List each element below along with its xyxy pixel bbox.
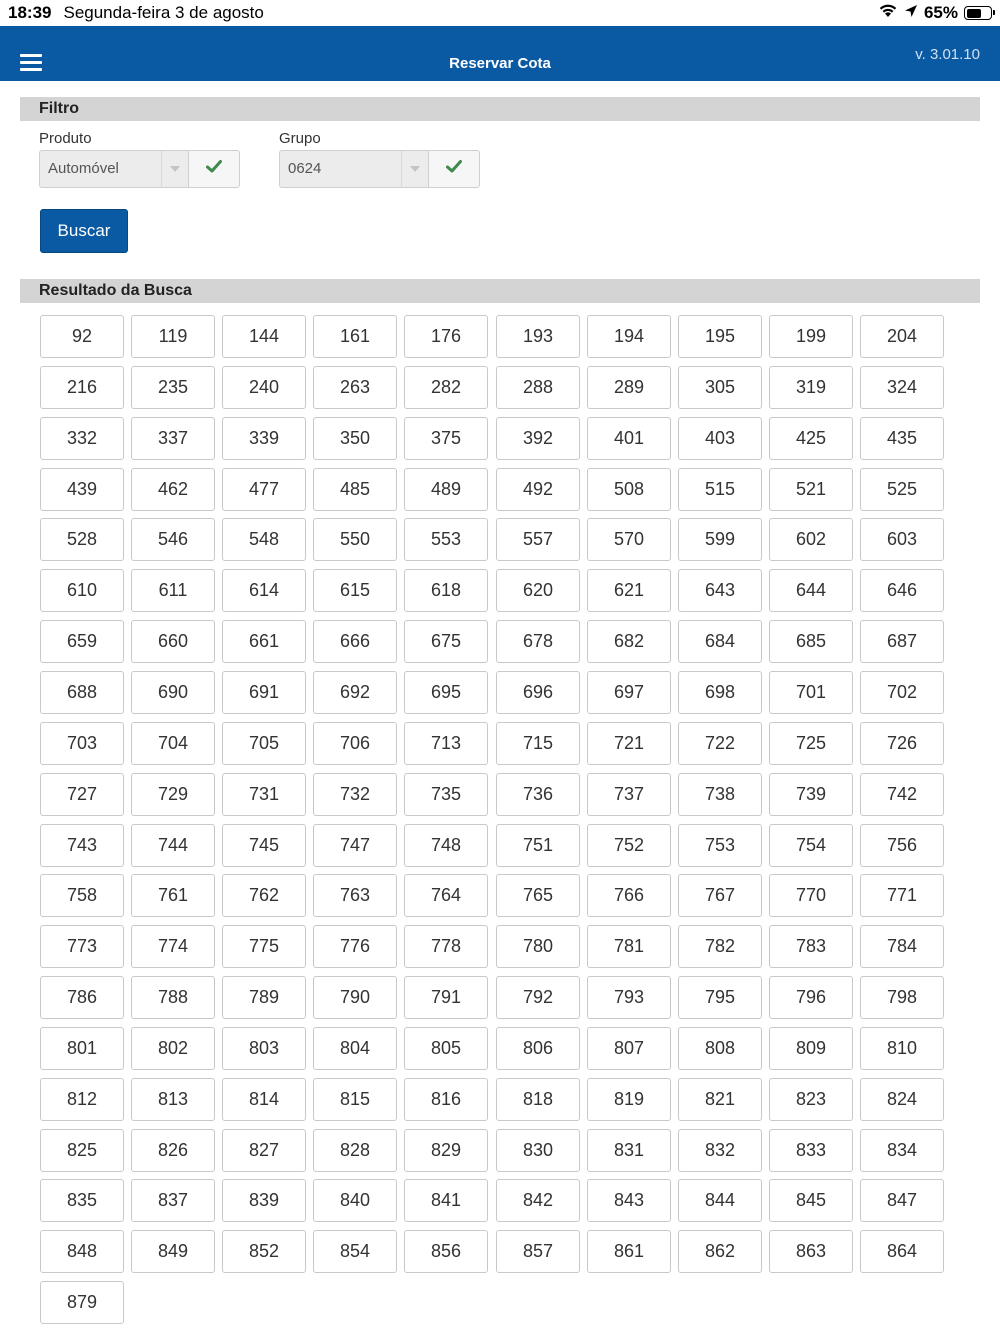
cota-button[interactable]: 879 xyxy=(40,1281,124,1324)
filtro-section-header: Filtro xyxy=(20,97,980,121)
cota-button[interactable]: 806 xyxy=(496,1027,580,1070)
cota-button[interactable]: 305 xyxy=(678,366,762,409)
cota-button[interactable]: 722 xyxy=(678,722,762,765)
cota-button[interactable]: 485 xyxy=(313,468,397,511)
cota-button[interactable]: 854 xyxy=(313,1230,397,1273)
cota-button[interactable]: 698 xyxy=(678,671,762,714)
cota-button[interactable]: 643 xyxy=(678,569,762,612)
cota-button[interactable]: 705 xyxy=(222,722,306,765)
produto-label: Produto xyxy=(39,130,92,147)
cota-button[interactable]: 795 xyxy=(678,976,762,1019)
cota-button[interactable]: 685 xyxy=(769,620,853,663)
status-bar xyxy=(0,0,1000,26)
cota-button[interactable]: 401 xyxy=(587,417,671,460)
cota-button[interactable]: 829 xyxy=(404,1129,488,1172)
cota-button[interactable]: 801 xyxy=(40,1027,124,1070)
cota-button[interactable]: 753 xyxy=(678,824,762,867)
cota-button[interactable]: 738 xyxy=(678,773,762,816)
cota-button[interactable]: 737 xyxy=(587,773,671,816)
cota-button[interactable]: 319 xyxy=(769,366,853,409)
cota-button[interactable]: 611 xyxy=(131,569,215,612)
cota-button[interactable]: 194 xyxy=(587,315,671,358)
app-version: v. 3.01.10 xyxy=(915,46,980,63)
cota-button[interactable]: 789 xyxy=(222,976,306,1019)
cota-button[interactable]: 696 xyxy=(496,671,580,714)
cota-button[interactable]: 818 xyxy=(496,1078,580,1121)
cota-button[interactable]: 618 xyxy=(404,569,488,612)
cota-button[interactable]: 809 xyxy=(769,1027,853,1070)
cota-button[interactable]: 843 xyxy=(587,1179,671,1222)
location-arrow-icon xyxy=(904,3,918,23)
chevron-down-icon xyxy=(161,151,188,187)
cota-button[interactable]: 776 xyxy=(313,925,397,968)
cota-button[interactable]: 288 xyxy=(496,366,580,409)
cota-button[interactable]: 852 xyxy=(222,1230,306,1273)
cota-button[interactable]: 610 xyxy=(40,569,124,612)
cota-button[interactable]: 756 xyxy=(860,824,944,867)
cota-button[interactable]: 701 xyxy=(769,671,853,714)
cota-button[interactable]: 703 xyxy=(40,722,124,765)
cota-button[interactable]: 339 xyxy=(222,417,306,460)
cota-button[interactable]: 661 xyxy=(222,620,306,663)
cota-button[interactable]: 743 xyxy=(40,824,124,867)
cota-button[interactable]: 350 xyxy=(313,417,397,460)
cota-button[interactable]: 864 xyxy=(860,1230,944,1273)
cota-button[interactable]: 739 xyxy=(769,773,853,816)
cota-button[interactable]: 796 xyxy=(769,976,853,1019)
buscar-button[interactable]: Buscar xyxy=(40,209,128,253)
cota-button[interactable]: 781 xyxy=(587,925,671,968)
cota-button[interactable]: 161 xyxy=(313,315,397,358)
cota-button[interactable]: 773 xyxy=(40,925,124,968)
cota-button[interactable]: 687 xyxy=(860,620,944,663)
cota-button[interactable]: 774 xyxy=(131,925,215,968)
cota-button[interactable]: 744 xyxy=(131,824,215,867)
cota-button[interactable]: 678 xyxy=(496,620,580,663)
cota-button[interactable]: 727 xyxy=(40,773,124,816)
battery-tip xyxy=(993,10,995,15)
cota-button[interactable]: 791 xyxy=(404,976,488,1019)
status-time: 18:39 xyxy=(8,3,52,22)
cota-button[interactable]: 848 xyxy=(40,1230,124,1273)
cota-button[interactable]: 837 xyxy=(131,1179,215,1222)
cota-button[interactable]: 763 xyxy=(313,874,397,917)
cota-button[interactable]: 830 xyxy=(496,1129,580,1172)
cota-button[interactable]: 216 xyxy=(40,366,124,409)
cota-button[interactable]: 599 xyxy=(678,518,762,561)
cota-button[interactable]: 528 xyxy=(40,518,124,561)
cota-button[interactable]: 713 xyxy=(404,722,488,765)
battery-fill xyxy=(967,9,981,18)
cota-button[interactable]: 775 xyxy=(222,925,306,968)
cota-button[interactable]: 702 xyxy=(860,671,944,714)
cota-button[interactable]: 666 xyxy=(313,620,397,663)
grupo-select-group xyxy=(279,150,480,188)
cota-button[interactable]: 235 xyxy=(131,366,215,409)
cota-button[interactable]: 819 xyxy=(587,1078,671,1121)
cota-button[interactable]: 825 xyxy=(40,1129,124,1172)
cota-button[interactable]: 263 xyxy=(313,366,397,409)
cota-button[interactable]: 735 xyxy=(404,773,488,816)
cota-button[interactable]: 827 xyxy=(222,1129,306,1172)
cota-button[interactable]: 805 xyxy=(404,1027,488,1070)
cota-button[interactable]: 548 xyxy=(222,518,306,561)
wifi-icon xyxy=(878,3,898,23)
battery-percent: 65% xyxy=(923,3,958,22)
cota-button[interactable]: 813 xyxy=(131,1078,215,1121)
cota-button[interactable]: 770 xyxy=(769,874,853,917)
status-time-date xyxy=(8,3,264,23)
produto-select[interactable] xyxy=(39,150,188,188)
cota-button[interactable]: 751 xyxy=(496,824,580,867)
cota-button[interactable]: 823 xyxy=(769,1078,853,1121)
cota-button[interactable]: 688 xyxy=(40,671,124,714)
cota-button[interactable]: 439 xyxy=(40,468,124,511)
cota-button[interactable]: 831 xyxy=(587,1129,671,1172)
grupo-select-value: 0624 xyxy=(288,160,322,177)
cota-button[interactable]: 492 xyxy=(496,468,580,511)
cota-button[interactable]: 620 xyxy=(496,569,580,612)
cota-button[interactable]: 659 xyxy=(40,620,124,663)
cota-button[interactable]: 684 xyxy=(678,620,762,663)
cota-button[interactable]: 798 xyxy=(860,976,944,1019)
cota-button[interactable]: 786 xyxy=(40,976,124,1019)
cota-button[interactable]: 792 xyxy=(496,976,580,1019)
cota-button[interactable]: 704 xyxy=(131,722,215,765)
cota-button[interactable]: 835 xyxy=(40,1179,124,1222)
cota-button[interactable]: 92 xyxy=(40,315,124,358)
cota-button[interactable]: 780 xyxy=(496,925,580,968)
cota-button[interactable]: 690 xyxy=(131,671,215,714)
cota-button[interactable]: 747 xyxy=(313,824,397,867)
cota-button[interactable]: 742 xyxy=(860,773,944,816)
cota-button[interactable]: 375 xyxy=(404,417,488,460)
cota-button[interactable]: 862 xyxy=(678,1230,762,1273)
grupo-label: Grupo xyxy=(279,130,321,147)
app-header xyxy=(0,26,1000,81)
cota-button[interactable]: 826 xyxy=(131,1129,215,1172)
cota-button[interactable]: 553 xyxy=(404,518,488,561)
cota-button[interactable]: 802 xyxy=(131,1027,215,1070)
chevron-down-icon xyxy=(401,151,428,187)
resultado-section-header: Resultado da Busca xyxy=(20,279,980,303)
cota-button[interactable]: 861 xyxy=(587,1230,671,1273)
cota-button[interactable]: 863 xyxy=(769,1230,853,1273)
cota-button[interactable]: 790 xyxy=(313,976,397,1019)
cota-button[interactable]: 603 xyxy=(860,518,944,561)
cota-button[interactable]: 784 xyxy=(860,925,944,968)
cota-button[interactable]: 839 xyxy=(222,1179,306,1222)
cota-button[interactable]: 706 xyxy=(313,722,397,765)
cota-button[interactable]: 729 xyxy=(131,773,215,816)
cota-button[interactable]: 337 xyxy=(131,417,215,460)
cota-button[interactable]: 570 xyxy=(587,518,671,561)
cota-button[interactable]: 814 xyxy=(222,1078,306,1121)
cota-button[interactable]: 833 xyxy=(769,1129,853,1172)
cota-button[interactable]: 778 xyxy=(404,925,488,968)
cota-button[interactable]: 766 xyxy=(587,874,671,917)
cota-button[interactable]: 615 xyxy=(313,569,397,612)
cota-button[interactable]: 715 xyxy=(496,722,580,765)
cota-button[interactable]: 808 xyxy=(678,1027,762,1070)
cota-button[interactable]: 745 xyxy=(222,824,306,867)
cota-button[interactable]: 748 xyxy=(404,824,488,867)
cota-button[interactable]: 732 xyxy=(313,773,397,816)
cota-button[interactable]: 515 xyxy=(678,468,762,511)
cota-button[interactable]: 119 xyxy=(131,315,215,358)
cota-button[interactable]: 845 xyxy=(769,1179,853,1222)
cota-button[interactable]: 812 xyxy=(40,1078,124,1121)
cota-button[interactable]: 847 xyxy=(860,1179,944,1222)
cota-button[interactable]: 240 xyxy=(222,366,306,409)
cota-button[interactable]: 644 xyxy=(769,569,853,612)
cota-button[interactable]: 762 xyxy=(222,874,306,917)
cota-button[interactable]: 840 xyxy=(313,1179,397,1222)
cota-button[interactable]: 525 xyxy=(860,468,944,511)
grupo-confirm-button[interactable] xyxy=(428,150,480,188)
cota-button[interactable]: 546 xyxy=(131,518,215,561)
cota-button[interactable]: 614 xyxy=(222,569,306,612)
cota-button[interactable]: 783 xyxy=(769,925,853,968)
cota-button[interactable]: 804 xyxy=(313,1027,397,1070)
cota-button[interactable]: 695 xyxy=(404,671,488,714)
battery-icon xyxy=(964,6,992,20)
cota-button[interactable]: 810 xyxy=(860,1027,944,1070)
cota-button[interactable]: 815 xyxy=(313,1078,397,1121)
cota-button[interactable]: 489 xyxy=(404,468,488,511)
cota-button[interactable]: 403 xyxy=(678,417,762,460)
cota-button[interactable]: 324 xyxy=(860,366,944,409)
cota-button[interactable]: 803 xyxy=(222,1027,306,1070)
grupo-select[interactable] xyxy=(279,150,428,188)
cota-button[interactable]: 761 xyxy=(131,874,215,917)
cota-button[interactable]: 726 xyxy=(860,722,944,765)
cota-button[interactable]: 282 xyxy=(404,366,488,409)
cota-button[interactable]: 392 xyxy=(496,417,580,460)
cota-button[interactable]: 721 xyxy=(587,722,671,765)
cota-button[interactable]: 697 xyxy=(587,671,671,714)
cota-button[interactable]: 771 xyxy=(860,874,944,917)
cota-button[interactable]: 828 xyxy=(313,1129,397,1172)
cota-button[interactable]: 856 xyxy=(404,1230,488,1273)
cota-button[interactable]: 731 xyxy=(222,773,306,816)
cota-button[interactable]: 824 xyxy=(860,1078,944,1121)
cota-button[interactable]: 692 xyxy=(313,671,397,714)
cota-button[interactable]: 691 xyxy=(222,671,306,714)
cota-button[interactable]: 841 xyxy=(404,1179,488,1222)
cota-button[interactable]: 752 xyxy=(587,824,671,867)
status-indicators xyxy=(878,3,992,23)
cota-button[interactable]: 849 xyxy=(131,1230,215,1273)
cota-button[interactable]: 821 xyxy=(678,1078,762,1121)
produto-select-value: Automóvel xyxy=(48,160,119,177)
produto-select-group xyxy=(39,150,240,188)
cota-button[interactable]: 767 xyxy=(678,874,762,917)
cota-button[interactable]: 675 xyxy=(404,620,488,663)
cota-button[interactable]: 834 xyxy=(860,1129,944,1172)
cota-button[interactable]: 176 xyxy=(404,315,488,358)
cota-button[interactable]: 844 xyxy=(678,1179,762,1222)
cota-button[interactable]: 725 xyxy=(769,722,853,765)
cota-button[interactable]: 289 xyxy=(587,366,671,409)
cota-button[interactable]: 758 xyxy=(40,874,124,917)
cota-button[interactable]: 646 xyxy=(860,569,944,612)
cota-button[interactable]: 204 xyxy=(860,315,944,358)
cota-button[interactable]: 477 xyxy=(222,468,306,511)
cota-button[interactable]: 793 xyxy=(587,976,671,1019)
cota-button[interactable]: 521 xyxy=(769,468,853,511)
cota-button[interactable]: 550 xyxy=(313,518,397,561)
check-icon xyxy=(206,160,222,178)
cota-button[interactable]: 144 xyxy=(222,315,306,358)
cota-button[interactable]: 332 xyxy=(40,417,124,460)
cota-button[interactable]: 765 xyxy=(496,874,580,917)
cota-button[interactable]: 754 xyxy=(769,824,853,867)
cota-button[interactable]: 764 xyxy=(404,874,488,917)
status-date: Segunda-feira 3 de agosto xyxy=(63,3,264,22)
cota-button[interactable]: 782 xyxy=(678,925,762,968)
check-icon xyxy=(446,160,462,178)
cota-button[interactable]: 736 xyxy=(496,773,580,816)
cota-button[interactable]: 621 xyxy=(587,569,671,612)
cota-button[interactable]: 425 xyxy=(769,417,853,460)
cota-button[interactable]: 435 xyxy=(860,417,944,460)
cota-button[interactable]: 682 xyxy=(587,620,671,663)
cota-button[interactable]: 857 xyxy=(496,1230,580,1273)
cota-button[interactable]: 195 xyxy=(678,315,762,358)
cota-button[interactable]: 807 xyxy=(587,1027,671,1070)
cota-button[interactable]: 462 xyxy=(131,468,215,511)
cota-button[interactable]: 660 xyxy=(131,620,215,663)
page-title: Reservar Cota xyxy=(449,55,551,72)
cota-button[interactable]: 816 xyxy=(404,1078,488,1121)
cota-button[interactable]: 193 xyxy=(496,315,580,358)
cota-button[interactable]: 199 xyxy=(769,315,853,358)
cota-button[interactable]: 788 xyxy=(131,976,215,1019)
cota-button[interactable]: 557 xyxy=(496,518,580,561)
cota-button[interactable]: 508 xyxy=(587,468,671,511)
cota-button[interactable]: 602 xyxy=(769,518,853,561)
produto-confirm-button[interactable] xyxy=(188,150,240,188)
cota-button[interactable]: 842 xyxy=(496,1179,580,1222)
cota-button[interactable]: 832 xyxy=(678,1129,762,1172)
